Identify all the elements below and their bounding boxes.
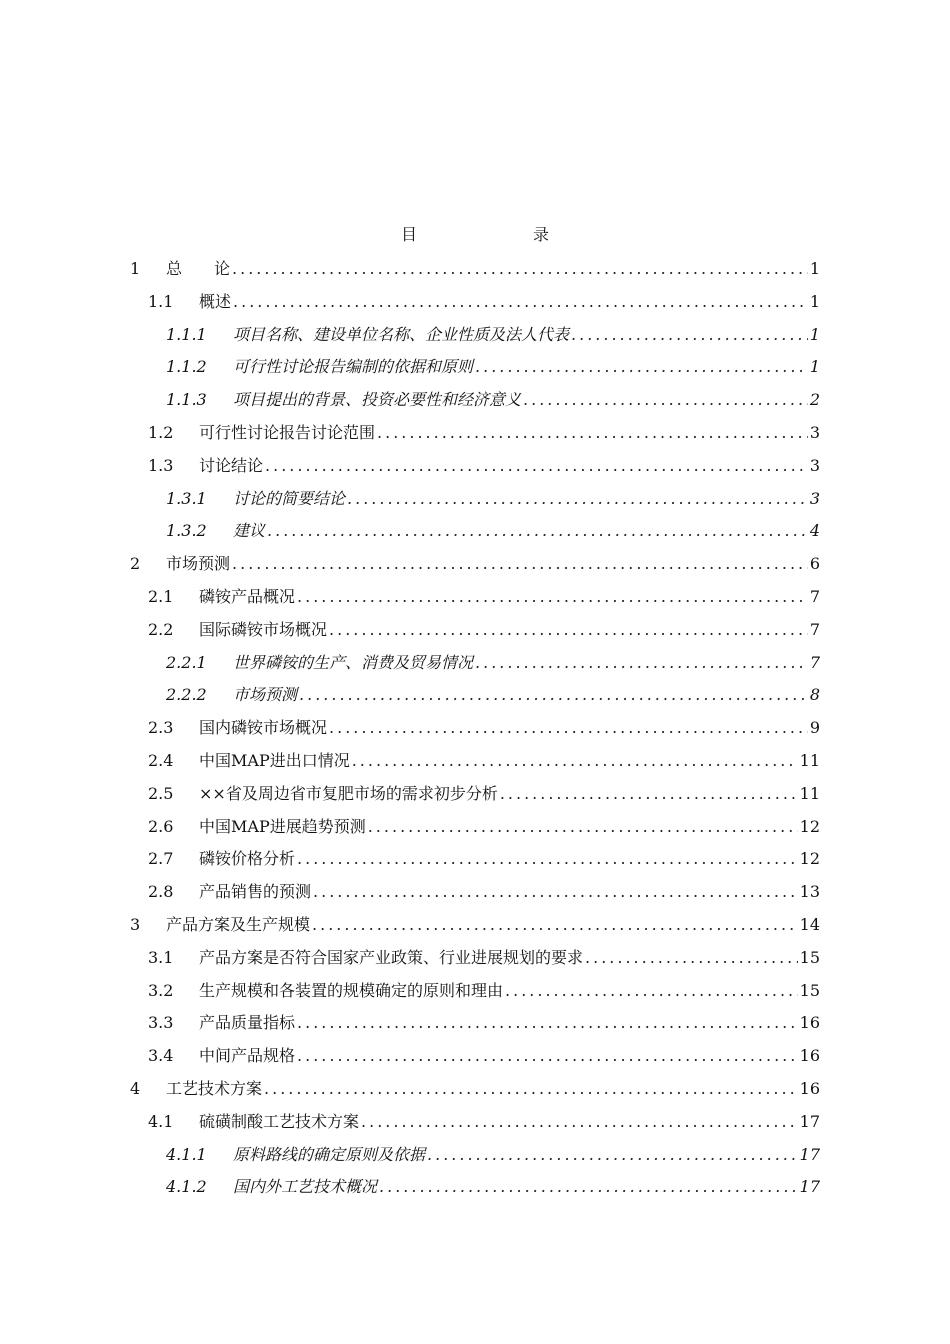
- toc-dot-leader: [297, 581, 808, 614]
- toc-entry[interactable]: [130, 319, 820, 352]
- toc-entry-page: 13: [799, 882, 820, 902]
- toc-entry-number: 2.2.1: [166, 652, 207, 672]
- toc-entry[interactable]: [130, 1073, 820, 1106]
- toc-dot-leader: [297, 843, 798, 876]
- toc-entry-number: 2.4: [148, 750, 174, 770]
- toc-entry-label: 市场预测: [233, 685, 298, 705]
- toc-entry[interactable]: [130, 647, 820, 680]
- toc-entry[interactable]: [130, 1040, 820, 1073]
- toc-entry-page: 16: [799, 1046, 820, 1066]
- toc-entry-page: 17: [799, 1111, 820, 1131]
- toc-entry-page: 17: [799, 1177, 820, 1197]
- toc-entry-page: 11: [799, 750, 820, 770]
- toc-entry-page: 7: [809, 586, 820, 606]
- toc-entry-page: 16: [799, 1013, 820, 1033]
- toc-entry[interactable]: [130, 417, 820, 450]
- toc-dot-leader: [585, 942, 798, 975]
- toc-entry-label: 产品质量指标: [199, 1013, 296, 1033]
- toc-entry-label: 项目名称、建设单位名称、企业性质及法人代表: [233, 324, 570, 344]
- toc-entry-number: 3.1: [148, 947, 174, 967]
- toc-entry-label: 建议: [233, 521, 266, 541]
- toc-entry[interactable]: [130, 712, 820, 745]
- toc-title: 目 录: [400, 225, 577, 244]
- toc-entry-label: 中国MAP进展趋势预测: [199, 816, 366, 836]
- toc-dot-leader: [329, 614, 808, 647]
- toc-dot-leader: [265, 450, 808, 483]
- toc-entry-page: 3: [809, 455, 820, 475]
- toc-entry-label: 磷铵价格分析: [199, 849, 296, 869]
- toc-entry-page: 1: [809, 259, 820, 278]
- toc-entry[interactable]: [130, 581, 820, 614]
- toc-entry[interactable]: [130, 1106, 820, 1139]
- toc-entry-page: 3: [809, 488, 820, 508]
- toc-entry-label: 项目提出的背景、投资必要性和经济意义: [233, 390, 522, 410]
- toc-dot-leader: [297, 1040, 798, 1073]
- toc-dot-leader: [347, 483, 808, 516]
- toc-entry-page: 8: [809, 685, 820, 705]
- toc-entry[interactable]: [130, 942, 820, 975]
- toc-entry-label: 原料路线的确定原则及依据: [233, 1144, 426, 1164]
- toc-entry-page: 6: [809, 554, 820, 574]
- toc-entry-page: 7: [809, 652, 820, 672]
- toc-entry-number: 3.2: [148, 980, 174, 1000]
- toc-dot-leader: [379, 1171, 798, 1204]
- toc-dot-leader: [299, 679, 808, 712]
- toc-entry[interactable]: [130, 975, 820, 1008]
- toc-entry[interactable]: [130, 909, 820, 942]
- toc-entry-page: 11: [799, 783, 820, 803]
- toc-entry-label: 可行性讨论报告讨论范围: [199, 422, 376, 442]
- toc-entry-page: 17: [799, 1144, 820, 1164]
- toc-dot-leader: [368, 811, 798, 844]
- toc-dot-leader: [352, 745, 798, 778]
- toc-entry-number: 1.2: [148, 422, 174, 442]
- toc-entry-label: 生产规模和各装置的规模确定的原则和理由: [199, 980, 504, 1000]
- toc-dot-leader: [329, 712, 808, 745]
- toc-entry-number: 1.3: [148, 455, 174, 475]
- toc-dot-leader: [232, 253, 808, 286]
- toc-entry-page: 2: [809, 390, 820, 410]
- toc-entry-label: 国内外工艺技术概况: [233, 1177, 378, 1197]
- toc-entry[interactable]: [130, 811, 820, 844]
- toc-dot-leader: [475, 647, 808, 680]
- toc-entry-label: 总 论: [166, 259, 231, 278]
- toc-entry-label: 市场预测: [166, 554, 231, 574]
- toc-entry-page: 3: [809, 422, 820, 442]
- toc-entry[interactable]: [130, 614, 820, 647]
- toc-entry-page: 9: [809, 718, 820, 738]
- toc-entry[interactable]: [130, 1007, 820, 1040]
- toc-entry[interactable]: [130, 876, 820, 909]
- toc-entry-page: 1: [809, 357, 820, 377]
- toc-entry-number: 2.2.2: [166, 685, 207, 705]
- toc-entry-number: 1.1.2: [166, 357, 207, 377]
- toc-entry-label: 硫磺制酸工艺技术方案: [199, 1111, 360, 1131]
- toc-dot-leader: [267, 515, 808, 548]
- toc-entry-number: 3.4: [148, 1046, 174, 1066]
- toc-dot-leader: [361, 1106, 798, 1139]
- toc-entry-label: 工艺技术方案: [166, 1078, 263, 1098]
- toc-dot-leader: [571, 319, 808, 352]
- toc-entry[interactable]: [130, 450, 820, 483]
- toc-entry-number: 3.3: [148, 1013, 174, 1033]
- toc-entry-number: 1.1: [148, 291, 174, 311]
- toc-dot-leader: [500, 778, 798, 811]
- toc-entry-label: 概述: [199, 291, 232, 311]
- toc-entry-number: 4: [130, 1078, 141, 1098]
- table-of-contents: [130, 253, 820, 1204]
- toc-entry-page: 15: [799, 947, 820, 967]
- toc-dot-leader: [523, 384, 808, 417]
- toc-entry-number: 4.1: [148, 1111, 174, 1131]
- toc-entry-number: 3: [130, 914, 141, 934]
- toc-entry-number: 2.8: [148, 882, 174, 902]
- toc-entry[interactable]: [130, 1139, 820, 1172]
- toc-entry-label: 中国MAP进出口情况: [199, 750, 350, 770]
- toc-entry-label: 世界磷铵的生产、消费及贸易情况: [233, 652, 474, 672]
- toc-entry-number: 1: [130, 259, 141, 278]
- toc-entry-page: 12: [799, 849, 820, 869]
- toc-dot-leader: [475, 351, 808, 384]
- toc-entry-label: 产品销售的预测: [199, 882, 312, 902]
- toc-dot-leader: [377, 417, 808, 450]
- toc-entry-label: 国际磷铵市场概况: [199, 619, 328, 639]
- toc-entry-number: 2: [130, 554, 141, 574]
- toc-entry[interactable]: [130, 351, 820, 384]
- toc-entry[interactable]: [130, 286, 820, 319]
- toc-entry[interactable]: [130, 843, 820, 876]
- toc-entry-label: 讨论结论: [199, 455, 264, 475]
- toc-dot-leader: [313, 876, 798, 909]
- toc-entry-label: ××省及周边省市复肥市场的需求初步分析: [199, 783, 498, 803]
- toc-entry-page: 16: [799, 1078, 820, 1098]
- toc-entry[interactable]: [130, 384, 820, 417]
- toc-entry[interactable]: [130, 253, 820, 286]
- toc-entry-label: 中间产品规格: [199, 1046, 296, 1066]
- toc-entry-number: 1.3.2: [166, 521, 207, 541]
- toc-entry[interactable]: [130, 745, 820, 778]
- toc-dot-leader: [264, 1073, 798, 1106]
- toc-dot-leader: [312, 909, 798, 942]
- toc-entry-page: 15: [799, 980, 820, 1000]
- toc-entry[interactable]: [130, 778, 820, 811]
- toc-dot-leader: [232, 548, 808, 581]
- toc-entry[interactable]: [130, 548, 820, 581]
- toc-entry-label: 国内磷铵市场概况: [199, 718, 328, 738]
- toc-entry[interactable]: [130, 483, 820, 516]
- toc-dot-leader: [427, 1139, 798, 1172]
- toc-entry-label: 讨论的简要结论: [233, 488, 346, 508]
- toc-entry[interactable]: [130, 515, 820, 548]
- toc-dot-leader: [233, 286, 808, 319]
- toc-entry-number: 2.3: [148, 718, 174, 738]
- toc-entry-page: 4: [809, 521, 820, 541]
- toc-entry[interactable]: [130, 1171, 820, 1204]
- toc-dot-leader: [505, 975, 798, 1008]
- toc-entry-page: 1: [809, 291, 820, 311]
- toc-entry-number: 2.2: [148, 619, 174, 639]
- toc-entry-number: 1.3.1: [166, 488, 207, 508]
- toc-entry-label: 可行性讨论报告编制的依据和原则: [233, 357, 474, 377]
- toc-entry-label: 磷铵产品概况: [199, 586, 296, 606]
- toc-entry-page: 14: [799, 914, 820, 934]
- toc-entry-number: 1.1.3: [166, 390, 207, 410]
- toc-dot-leader: [297, 1007, 798, 1040]
- toc-entry-label: 产品方案及生产规模: [166, 914, 311, 934]
- toc-entry-number: 4.1.1: [166, 1144, 207, 1164]
- toc-entry-label: 产品方案是否符合国家产业政策、行业进展规划的要求: [199, 947, 584, 967]
- toc-entry-page: 7: [809, 619, 820, 639]
- toc-entry[interactable]: [130, 679, 820, 712]
- toc-entry-number: 2.1: [148, 586, 174, 606]
- toc-entry-number: 2.7: [148, 849, 174, 869]
- toc-entry-page: 12: [799, 816, 820, 836]
- toc-entry-page: 1: [809, 324, 820, 344]
- toc-entry-number: 4.1.2: [166, 1177, 207, 1197]
- toc-entry-number: 2.5: [148, 783, 174, 803]
- toc-entry-number: 2.6: [148, 816, 174, 836]
- toc-entry-number: 1.1.1: [166, 324, 207, 344]
